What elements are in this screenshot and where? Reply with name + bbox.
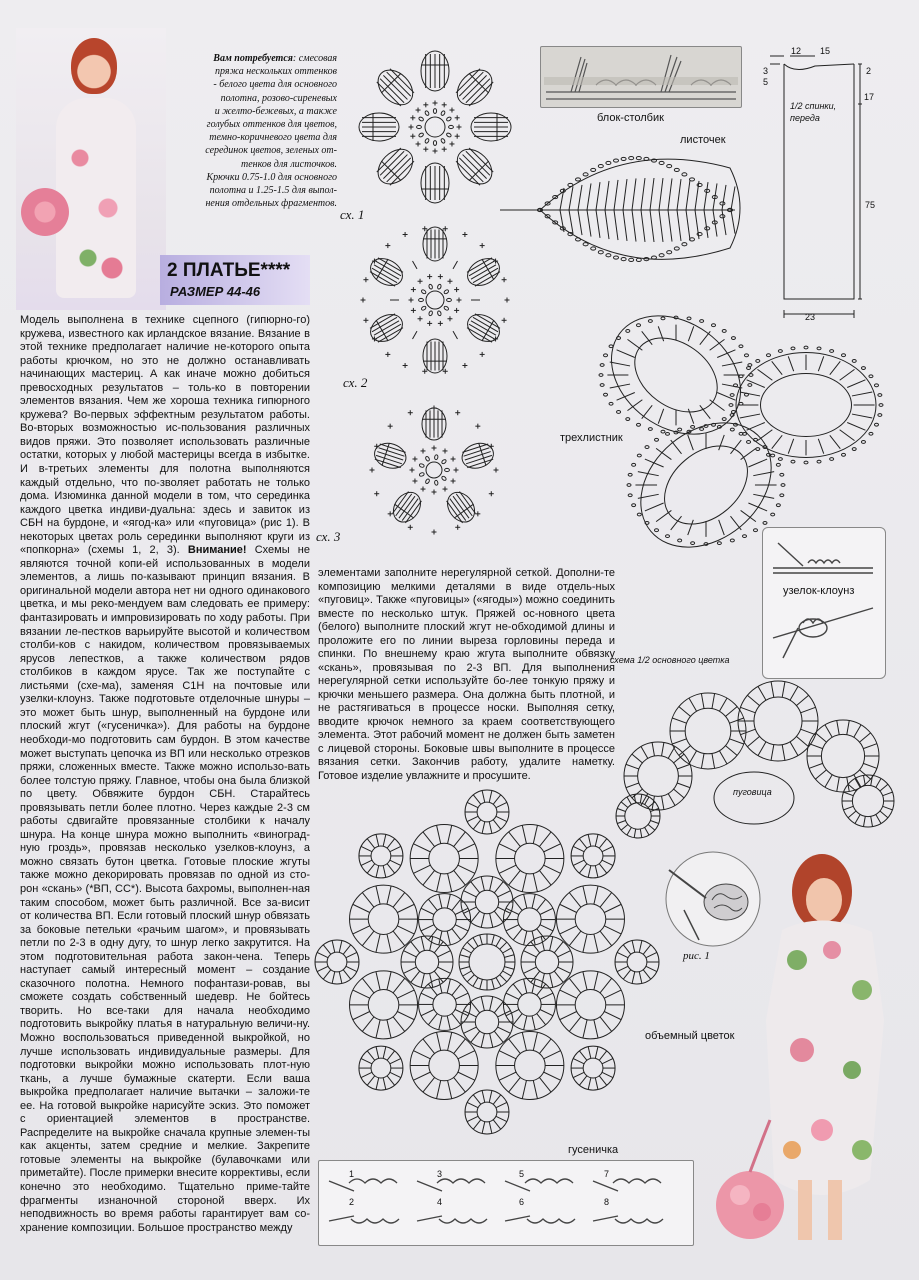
fig-1-label: рис. 1 (683, 950, 710, 962)
clones-knot-photo (762, 527, 886, 679)
dim-17: 17 (864, 92, 875, 102)
scheme-3-label: сх. 3 (316, 529, 341, 544)
warning-label: Внимание! (187, 544, 247, 557)
materials-text: Вам потребуется: смесовая пряжа нескольких оттенков - белого цвета для основного полотна, розово-сиреневых и желто-бежевых, а также голубых оттенков для цветов, темно-коричневого цвета для серединок цветов, зеленых от- тенков для листочков. Крючки 0.75-1.0 для основного полотна и 1.25-1.5 для выпол- нения отдельных фрагментов. (205, 53, 337, 210)
step-8: 8 (604, 1197, 610, 1207)
dim-5: 5 (763, 77, 769, 87)
dim-23: 23 (805, 312, 816, 322)
clones-knot-label: узелок-клоунз (783, 585, 855, 597)
article-title: 2 ПЛАТЬЕ**** (167, 260, 291, 281)
dress-pattern (760, 44, 880, 324)
scheme-2-diagram (355, 220, 515, 385)
block-stitch-photo (540, 46, 742, 108)
caterpillar-label: гусеничка (568, 1144, 619, 1156)
model-head (71, 38, 117, 94)
article-column-2: элементами заполните нерегулярной сеткой. Дополни-те композицию мелкими деталями в виде отдель-ных «пуговиц». Также «пуговицы» («ягоды») можно соединить вместе по несколько штук. Пряжей ос-новного цвета (белого) выполните плоский жгут не-обходимой длины и проложите его по линии выреза горловины переда и спинки. По внешнему краю жгута выполните обвязку «скань», провязывая по 2-3 ВП. Для выполнения нерегулярной сетки используйте бо-лее тонкую пряжу и крючки меньшего размера. Она должна быть плотной, и не растягиваться в процессе носки. Выполняя сетку, вводите крючок немного за краем соответствующего элемента. Этот рабочий момент не должен быть заметен с лицевой стороны. Боковые швы выполните в процессе вязания сетки. Закончив работу, удалите наметку. Готовое изделие увлажните и просушите. (318, 567, 615, 782)
step-6: 6 (519, 1197, 525, 1207)
article-column-1 (20, 314, 310, 1235)
paragraph-main: Схемы не являются точной копи-ей использованных в модели элементов, а лишь по-казывают принцип вязания. В оригинальной модели автора нет ни одного одинакового цветка, и мы реко-мендуем вам следовать ее примеру: фантазировать и импровизировать по ходу работы. При вязании ле-пестков варьируйте высотой и количеством столби-ков с накидом, количеством провязываемых ярусов лепестков, а также количеством рядов столбиков в каждом ярусе. Так же поступайте с листьями (схе-ма), заменяя С1Н на почтовые или узелки-клоунз. Также подготовьте отделочные шнуры – это может быть шнур, выполненный на бурдоне или плоский жгут («гусеничка»). Для работы на бурдоне необходи-мо подготовить сам бурдон. В этом качестве может выступать цепочка из ВП или несколько отрезков пряжи, сложенных вместе. Также можно использо-вать более толстую пряжу. Главное, чтобы она была близкой по цвету. Обвяжите бурдон СБН. Старайтесь провязывать петли более плотно. Через каждые 2-3 см работы сдвигайте провязанные столбики к началу шнура. На конце шнура можно выполнить «виноград-ную гроздь», провязав несколько узелков-клоунз, а можно связать бутон цветка. Готовые плоские жгуты также можно декорировать провязав по одной из сто-рон «скань» (*ВП, СС*). Высота бахромы, выполнен-ная таким способом, может быть различной. Все за-висит от количества ВП. Если готовый плоский шнур обвязать за боковые петельки «рачьим шагом», и провязывать петли по 2-3 в одну дугу, то шнур легко закрутится. На этом подготовительная работа закон-чена. Теперь наступает самый интересный момент – создание сказочного полотна. Немного пофантази-ровав, вы сможете создать собственный шедевр. Не бойтесь творить. Но все-таки для начала необходимо подготовить выкройку платья в натуральную величи-ну. Можно воспользоваться приведенной выкройкой, но лучше использовать индивидуальные размеры. Для подготовки выкройки можно использовать плот-ную ткань, а лучше бумажные скатерти. Если ваша выкройка предполагает наличие вытачки – заложи-те ее. На готовой выкройке нарисуйте эскиз. Это поможет с ориентацией элементов в пространстве. Распределите на выкройке сначала крупные элемен-ты как акценты, затем средние и мелкие. Закрепите готовые элементы на выкройке (булавочками или приметайте). После примерки внесите коррективы, если конечно это необходимо. Тщательно приме-тайте фрагменты изнаночной стороной вверх. Их неподвижность во время работы гарантирует вам со-хранение композиции. Большое пространство между (20, 544, 311, 1234)
step-3: 3 (437, 1169, 443, 1179)
materials-lead: Вам потребуется (213, 53, 293, 64)
model-photo-bottom (712, 850, 902, 1250)
leaf-label: листочек (680, 134, 726, 146)
model-dress (56, 98, 136, 298)
dim-15: 15 (820, 46, 831, 56)
dim-2: 2 (866, 66, 872, 76)
block-stitch-label: блок-столбик (597, 112, 664, 124)
step-4: 4 (437, 1197, 443, 1207)
dim-75: 75 (865, 200, 876, 210)
button-label: пуговица (733, 787, 772, 797)
scheme-2-label: сх. 2 (343, 375, 368, 390)
scheme-1-diagram (350, 42, 520, 212)
scheme-1-label: сх. 1 (340, 207, 365, 222)
dim-3: 3 (763, 66, 769, 76)
step-5: 5 (519, 1169, 525, 1179)
size-label: РАЗМЕР 44-46 (170, 284, 261, 299)
pattern-piece-label: 1/2 спинки, переда (790, 101, 837, 123)
dim-12: 12 (791, 46, 802, 56)
trefoil-label: трехлистник (560, 432, 623, 444)
volume-flower-diagram (315, 790, 660, 1135)
half-flower-label: схема 1/2 основного цветка (610, 655, 730, 665)
leaf-diagram (500, 148, 750, 273)
step-1: 1 (349, 1169, 355, 1179)
step-7: 7 (604, 1169, 610, 1179)
paragraph-intro: Модель выполнена в технике сцепного (гипюрно-го) кружева, известного как ирландское вязание. Вязание в этой технике предполагает наличие не-которого опыта работы крючком, но это не должно останавливать начинающих мастериц. А как иначе можно добиться превосходных результатов – толь-ко в повторении элементов вязания. Чем же хороша техника гипюрного кружева? Во-первых эффектным результатом работы. Во-вторых возможностью ис-пользования различных видов пряжи. Это позволяет использовать различные остатки, которых у любой мастерицы всегда в избытке. И в-третьих элементы для полотна выполняются каждый отдельно, что по-зволяет работать не только дома. Изюминка данной модели в том, что серединка каждого цветка индиви-дуальна: здесь и завиток из СБН на бурдоне, и «ягод-ка» или «пуговица» (рис 1). В некоторых цветах роль серединки выполняют круги из «попкорна» (схемы 1, 2, 3). (20, 314, 310, 557)
model-photo-top (16, 28, 166, 310)
caterpillar-steps-photo (318, 1160, 694, 1246)
scheme-3-diagram (362, 398, 507, 543)
volume-flower-label: объемный цветок (645, 1030, 735, 1042)
step-2: 2 (349, 1197, 355, 1207)
flower-bag (21, 188, 69, 236)
